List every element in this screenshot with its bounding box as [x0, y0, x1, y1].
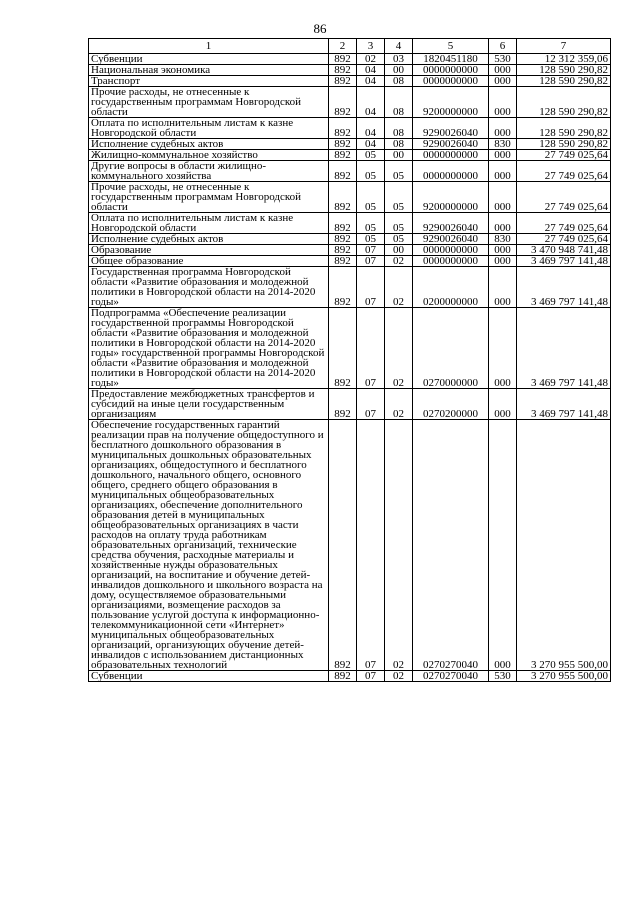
row-subsection-cell: 08 — [385, 76, 413, 87]
header-col-4: 4 — [385, 39, 413, 54]
row-name-cell: Прочие расходы, не отнесенные к государственным программам Новгородской области — [89, 87, 329, 118]
row-section-cell: 04 — [357, 65, 385, 76]
row-section-cell: 02 — [357, 54, 385, 65]
row-expense-type-cell: 000 — [489, 65, 517, 76]
row-expense-type-cell: 000 — [489, 118, 517, 139]
row-name-cell: Общее образование — [89, 256, 329, 267]
row-admin-code-cell: 892 — [329, 671, 357, 682]
table-row — [89, 308, 611, 389]
row-expense-type-cell: 000 — [489, 213, 517, 234]
row-target-article-cell: 9200000000 — [413, 182, 489, 213]
row-section-cell: 07 — [357, 245, 385, 256]
row-amount-cell: 12 312 359,06 — [517, 54, 611, 65]
row-target-article-cell: 0270270040 — [413, 671, 489, 682]
table-row — [89, 420, 611, 671]
row-subsection-cell: 02 — [385, 256, 413, 267]
row-subsection-cell: 05 — [385, 182, 413, 213]
table-row — [89, 54, 611, 65]
row-amount-cell: 3 270 955 500,00 — [517, 671, 611, 682]
row-admin-code-cell: 892 — [329, 234, 357, 245]
row-name-cell: Субвенции — [89, 671, 329, 682]
table-body — [89, 54, 611, 682]
row-target-article-cell: 0000000000 — [413, 245, 489, 256]
row-name-cell: Обеспечение государственных гарантий реализации прав на получение общедоступного и бесплатного дошкольного образования в муниципальных дошкольных образовательных организациях, общедоступного и бесплатного дошкольного, начального общего, основного общего, среднего общего образования в муниципальных общеобразовательных организациях, обеспечение дополнительного образования детей в муниципальных общеобразовательных организациях в части расходов на оплату труда работникам образовательных организаций, технические средства обучения, расходные материалы и хозяйственные нужды образовательных организаций, на воспитание и обучение детей-инвалидов дошкольного и школьного возраста на дому, осуществляемое образовательными организациями, возмещение расходов за пользование услугой доступа к информационно-телекоммуникационной сети «Интернет» муниципальных общеобразовательных организаций, организующих обучение детей-инвалидов с использованием дистанционных образовательных технологий — [89, 420, 329, 671]
row-expense-type-cell: 530 — [489, 54, 517, 65]
row-name-cell: Другие вопросы в области жилищно-коммунального хозяйства — [89, 161, 329, 182]
row-section-cell: 05 — [357, 161, 385, 182]
row-admin-code-cell: 892 — [329, 76, 357, 87]
row-section-cell: 07 — [357, 308, 385, 389]
header-col-6: 6 — [489, 39, 517, 54]
row-expense-type-cell: 000 — [489, 308, 517, 389]
table-row — [89, 389, 611, 420]
table-row — [89, 161, 611, 182]
row-target-article-cell: 0000000000 — [413, 150, 489, 161]
row-target-article-cell: 0000000000 — [413, 76, 489, 87]
page-number: 86 — [313, 21, 327, 36]
row-section-cell: 07 — [357, 267, 385, 308]
row-admin-code-cell: 892 — [329, 213, 357, 234]
table-row — [89, 118, 611, 139]
header-row — [89, 39, 611, 54]
row-target-article-cell: 0000000000 — [413, 65, 489, 76]
row-amount-cell: 3 469 797 141,48 — [517, 389, 611, 420]
header-col-1: 1 — [89, 39, 329, 54]
row-target-article-cell: 0000000000 — [413, 256, 489, 267]
table-row — [89, 139, 611, 150]
row-name-cell: Прочие расходы, не отнесенные к государственным программам Новгородской области — [89, 182, 329, 213]
header-col-5: 5 — [413, 39, 489, 54]
row-amount-cell: 128 590 290,82 — [517, 65, 611, 76]
row-subsection-cell: 02 — [385, 420, 413, 671]
row-section-cell: 04 — [357, 139, 385, 150]
table-row — [89, 234, 611, 245]
row-admin-code-cell: 892 — [329, 87, 357, 118]
row-section-cell: 07 — [357, 256, 385, 267]
row-admin-code-cell: 892 — [329, 182, 357, 213]
row-expense-type-cell: 000 — [489, 420, 517, 671]
row-amount-cell: 3 470 948 741,48 — [517, 245, 611, 256]
row-target-article-cell: 0200000000 — [413, 267, 489, 308]
row-name-cell: Исполнение судебных актов — [89, 234, 329, 245]
row-amount-cell: 3 469 797 141,48 — [517, 308, 611, 389]
row-name-cell: Исполнение судебных актов — [89, 139, 329, 150]
table-row — [89, 76, 611, 87]
row-admin-code-cell: 892 — [329, 389, 357, 420]
row-name-cell: Субвенции — [89, 54, 329, 65]
row-amount-cell: 27 749 025,64 — [517, 150, 611, 161]
table-row — [89, 267, 611, 308]
table-row — [89, 256, 611, 267]
row-section-cell: 04 — [357, 87, 385, 118]
row-amount-cell: 3 270 955 500,00 — [517, 420, 611, 671]
row-target-article-cell: 0270270040 — [413, 420, 489, 671]
row-admin-code-cell: 892 — [329, 308, 357, 389]
row-expense-type-cell: 000 — [489, 267, 517, 308]
row-admin-code-cell: 892 — [329, 118, 357, 139]
row-admin-code-cell: 892 — [329, 256, 357, 267]
row-amount-cell: 128 590 290,82 — [517, 118, 611, 139]
row-subsection-cell: 05 — [385, 161, 413, 182]
row-section-cell: 04 — [357, 76, 385, 87]
row-name-cell: Жилищно-коммунальное хозяйство — [89, 150, 329, 161]
row-section-cell: 07 — [357, 671, 385, 682]
row-amount-cell: 128 590 290,82 — [517, 87, 611, 118]
row-admin-code-cell: 892 — [329, 161, 357, 182]
row-name-cell: Национальная экономика — [89, 65, 329, 76]
row-subsection-cell: 02 — [385, 267, 413, 308]
row-amount-cell: 128 590 290,82 — [517, 139, 611, 150]
row-subsection-cell: 08 — [385, 87, 413, 118]
table-row — [89, 213, 611, 234]
row-name-cell: Оплата по исполнительным листам к казне Новгородской области — [89, 213, 329, 234]
row-amount-cell: 27 749 025,64 — [517, 213, 611, 234]
row-admin-code-cell: 892 — [329, 267, 357, 308]
row-subsection-cell: 05 — [385, 213, 413, 234]
row-section-cell: 07 — [357, 420, 385, 671]
row-target-article-cell: 0270000000 — [413, 308, 489, 389]
row-section-cell: 04 — [357, 118, 385, 139]
row-admin-code-cell: 892 — [329, 65, 357, 76]
row-section-cell: 07 — [357, 389, 385, 420]
row-name-cell: Предоставление межбюджетных трансфертов и субсидий на иные цели государственным организациям — [89, 389, 329, 420]
row-subsection-cell: 00 — [385, 245, 413, 256]
row-amount-cell: 128 590 290,82 — [517, 76, 611, 87]
row-expense-type-cell: 000 — [489, 161, 517, 182]
row-expense-type-cell: 000 — [489, 87, 517, 118]
row-target-article-cell: 9290026040 — [413, 213, 489, 234]
row-expense-type-cell: 000 — [489, 389, 517, 420]
row-amount-cell: 27 749 025,64 — [517, 161, 611, 182]
row-target-article-cell: 0270200000 — [413, 389, 489, 420]
row-name-cell: Государственная программа Новгородской области «Развитие образования и молодежной политики в Новгородской области на 2014-2020 годы» — [89, 267, 329, 308]
row-target-article-cell: 0000000000 — [413, 161, 489, 182]
row-subsection-cell: 02 — [385, 389, 413, 420]
row-target-article-cell: 9290026040 — [413, 139, 489, 150]
row-section-cell: 05 — [357, 213, 385, 234]
row-expense-type-cell: 000 — [489, 256, 517, 267]
row-name-cell: Транспорт — [89, 76, 329, 87]
row-name-cell: Образование — [89, 245, 329, 256]
row-amount-cell: 27 749 025,64 — [517, 234, 611, 245]
row-expense-type-cell: 000 — [489, 76, 517, 87]
budget-table — [88, 38, 611, 682]
row-subsection-cell: 08 — [385, 118, 413, 139]
row-section-cell: 05 — [357, 234, 385, 245]
row-admin-code-cell: 892 — [329, 150, 357, 161]
row-subsection-cell: 08 — [385, 139, 413, 150]
row-subsection-cell: 00 — [385, 150, 413, 161]
header-col-3: 3 — [357, 39, 385, 54]
table-row — [89, 87, 611, 118]
row-expense-type-cell: 000 — [489, 150, 517, 161]
row-subsection-cell: 05 — [385, 234, 413, 245]
row-target-article-cell: 9290026040 — [413, 118, 489, 139]
table-header — [89, 39, 611, 54]
header-col-2: 2 — [329, 39, 357, 54]
table-row — [89, 150, 611, 161]
row-subsection-cell: 03 — [385, 54, 413, 65]
row-expense-type-cell: 830 — [489, 139, 517, 150]
row-section-cell: 05 — [357, 150, 385, 161]
row-admin-code-cell: 892 — [329, 54, 357, 65]
table-row — [89, 65, 611, 76]
header-col-7: 7 — [517, 39, 611, 54]
row-admin-code-cell: 892 — [329, 420, 357, 671]
row-section-cell: 05 — [357, 182, 385, 213]
row-admin-code-cell: 892 — [329, 245, 357, 256]
row-expense-type-cell: 000 — [489, 245, 517, 256]
row-subsection-cell: 00 — [385, 65, 413, 76]
row-expense-type-cell: 530 — [489, 671, 517, 682]
row-name-cell: Подпрограмма «Обеспечение реализации государственной программы Новгородской области «Развитие образования и молодежной политики в Новгородской области на 2014-2020 годы» государственной программы Новгородской области «Развитие образования и молодежной политики в Новгородской области на 2014-2020 годы» — [89, 308, 329, 389]
row-amount-cell: 3 469 797 141,48 — [517, 256, 611, 267]
row-expense-type-cell: 000 — [489, 182, 517, 213]
row-subsection-cell: 02 — [385, 308, 413, 389]
row-target-article-cell: 1820451180 — [413, 54, 489, 65]
table-row — [89, 182, 611, 213]
row-name-cell: Оплата по исполнительным листам к казне Новгородской области — [89, 118, 329, 139]
row-admin-code-cell: 892 — [329, 139, 357, 150]
table-row — [89, 671, 611, 682]
row-subsection-cell: 02 — [385, 671, 413, 682]
row-amount-cell: 3 469 797 141,48 — [517, 267, 611, 308]
row-target-article-cell: 9200000000 — [413, 87, 489, 118]
row-expense-type-cell: 830 — [489, 234, 517, 245]
row-amount-cell: 27 749 025,64 — [517, 182, 611, 213]
row-target-article-cell: 9290026040 — [413, 234, 489, 245]
table-row — [89, 245, 611, 256]
